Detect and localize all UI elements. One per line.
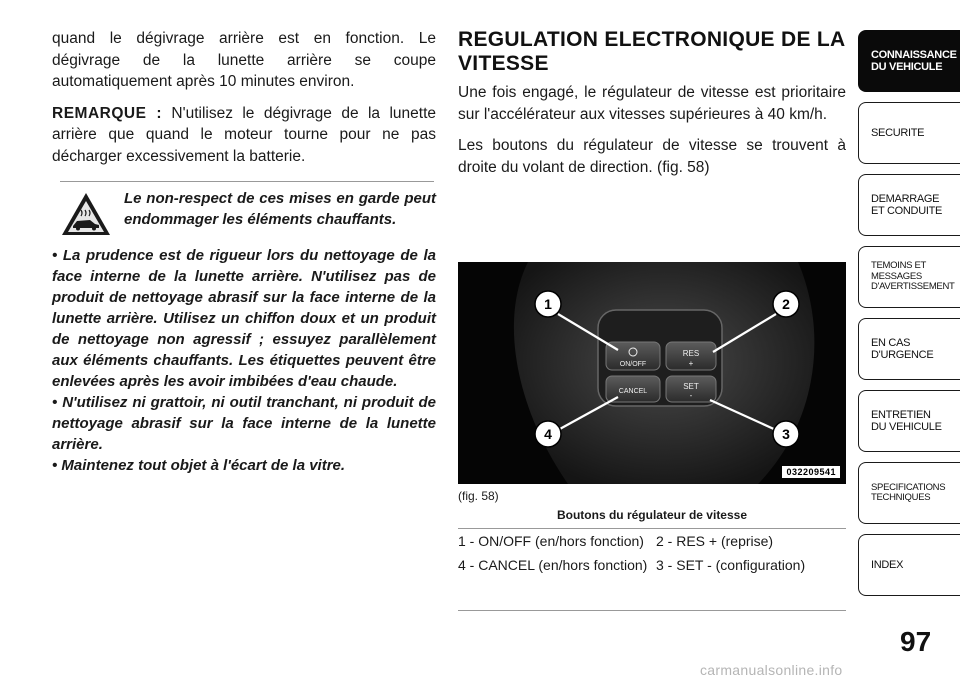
left-column xyxy=(52,28,436,476)
svg-text:4: 4 xyxy=(544,426,552,442)
tab-specifications-techniques[interactable]: SPECIFICATIONS TECHNIQUES xyxy=(858,462,960,524)
right-column xyxy=(458,28,846,188)
steering-wheel-illustration xyxy=(458,262,846,484)
svg-text:RES: RES xyxy=(682,349,700,358)
legend-item: 4 - CANCEL (en/hors fonction) xyxy=(458,557,648,573)
figure-legend xyxy=(458,532,846,580)
figure-code: 032209541 xyxy=(782,466,840,478)
legend-divider xyxy=(458,610,846,611)
watermark: carmanualsonline.info xyxy=(700,662,843,678)
svg-text:+: + xyxy=(688,359,694,368)
tab-securite[interactable]: SECURITE xyxy=(858,102,960,164)
caption-divider xyxy=(458,528,846,529)
warning-item: • Maintenez tout objet à l'écart de la vitre. xyxy=(52,457,346,474)
res-plus-button[interactable] xyxy=(666,342,716,370)
tab-connaissance-du-vehicule[interactable]: CONNAISSANCE DU VEHICULE xyxy=(858,30,960,92)
svg-text:-: - xyxy=(689,391,693,400)
page-number: 97 xyxy=(900,626,932,657)
callout-3 xyxy=(773,421,799,447)
callout-2 xyxy=(773,291,799,317)
svg-text:1: 1 xyxy=(544,296,552,312)
legend-row xyxy=(458,532,846,550)
tab-entretien-du-vehicule[interactable]: ENTRETIEN DU VEHICULE xyxy=(858,390,960,452)
callout-1 xyxy=(535,291,561,317)
cruise-location-paragraph: Les boutons du régulateur de vitesse se trouvent à droite du volant de direction. (fig. 58) xyxy=(458,137,846,176)
tab-temoins-et-messages[interactable]: TEMOINS ET MESSAGES D'AVERTISSEMENT xyxy=(858,246,960,308)
svg-text:CANCEL: CANCEL xyxy=(618,388,648,395)
remark-label: REMARQUE : xyxy=(52,104,162,122)
svg-text:3: 3 xyxy=(782,426,790,442)
defrost-paragraph: quand le dégivrage arrière est en fonction. Le dégivrage de la lunette arrière se coupe automatiquement après 10 minutes environ. xyxy=(52,30,436,90)
remark-text: N'utilisez le dégivrage de la lunette arrière que quand le moteur tourne pour ne pas décharger excessivement la batterie. xyxy=(52,104,437,165)
figure-caption: Boutons du régulateur de vitesse xyxy=(556,508,748,522)
cruise-control-figure xyxy=(458,262,846,484)
legend-row xyxy=(458,556,846,574)
chapter-tabs xyxy=(858,30,960,606)
legend-item: 3 - SET - (configuration) xyxy=(656,557,806,573)
tab-demarrage-et-conduite[interactable]: DEMARRAGE ET CONDUITE xyxy=(858,174,960,236)
section-title: REGULATION ELECTRONIQUE DE LA VITESSE xyxy=(458,28,845,75)
cruise-intro-paragraph: Une fois engagé, le régulateur de vitesse est prioritaire sur l'accélérateur aux vitesses supérieures à 40 km/h. xyxy=(458,84,846,123)
svg-text:ON/OFF: ON/OFF xyxy=(619,361,647,368)
svg-text:2: 2 xyxy=(782,296,790,312)
on-off-button[interactable] xyxy=(606,342,660,370)
warning-block xyxy=(52,181,436,476)
set-minus-button[interactable] xyxy=(666,376,716,402)
remark-paragraph xyxy=(52,103,436,168)
tab-index[interactable]: INDEX xyxy=(858,534,960,596)
warning-divider xyxy=(60,181,434,182)
legend-item: 2 - RES + (reprise) xyxy=(656,533,774,549)
svg-text:SET: SET xyxy=(683,382,699,391)
figure-label: (fig. 58) xyxy=(458,489,499,503)
legend-item: 1 - ON/OFF (en/hors fonction) xyxy=(458,533,644,549)
warning-lead: Le non-respect de ces mises en garde peut endommager les éléments chauffants. xyxy=(124,190,436,228)
warning-car-triangle-icon xyxy=(60,191,112,237)
tab-en-cas-durgence[interactable]: EN CAS D'URGENCE xyxy=(858,318,960,380)
warning-item: • N'utilisez ni grattoir, ni outil tranchant, ni produit de nettoyage abrasif sur la face interne de la lunette arrière. xyxy=(52,394,437,453)
callout-4 xyxy=(535,421,561,447)
warning-item: • La prudence est de rigueur lors du nettoyage de la face interne de la lunette arrière. N'utilisez pas de produit de nettoyage abrasif sur la face interne de la lunette arrière. Utilisez un chiffon doux et un produit de nettoyage non agressif ; essuyez parallèlement aux éléments chauffants. Les étiquettes peuvent être enlevées après les avoir imbibées d'eau chaude. xyxy=(52,247,436,390)
